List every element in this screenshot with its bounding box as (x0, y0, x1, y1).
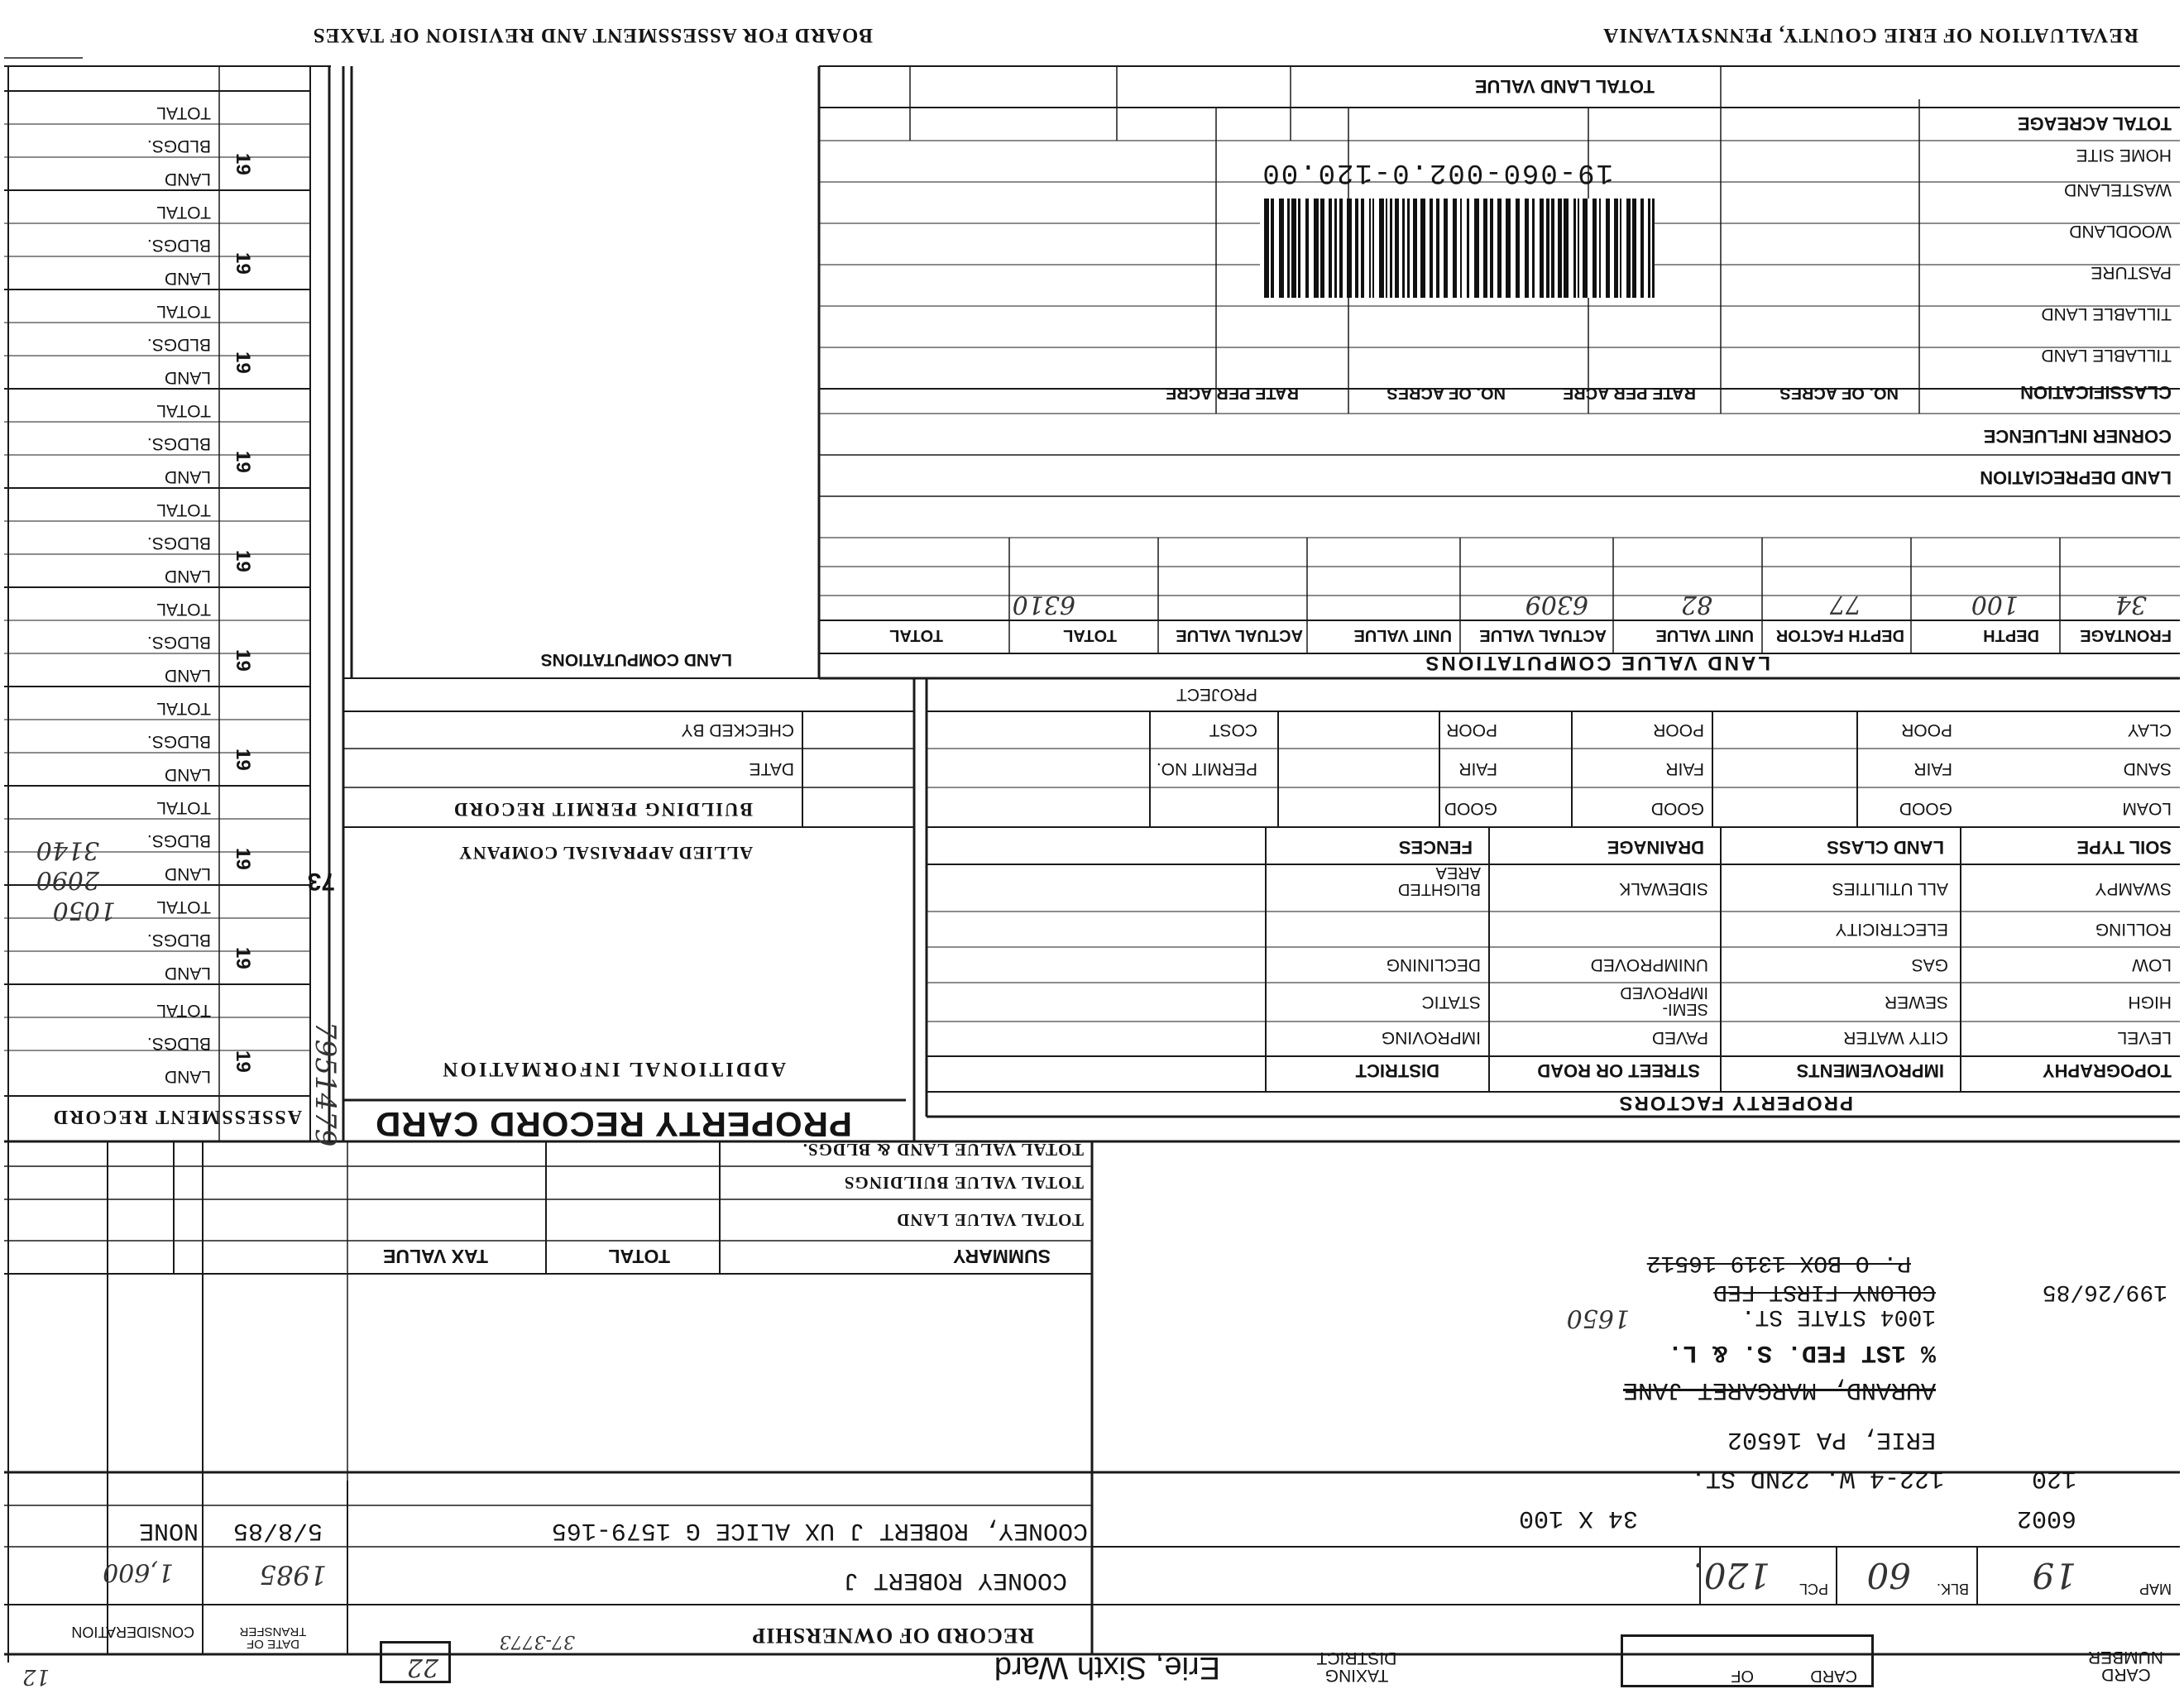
property-record-card-title: PROPERTY RECORD CARD (375, 1105, 852, 1144)
barcode-bar (1329, 199, 1332, 298)
barcode-bar (1578, 199, 1579, 298)
barcode-bar (1279, 199, 1284, 298)
class-header-rate-2: RATE PER ACRE (1165, 384, 1299, 402)
district-static: STATIC (1421, 993, 1481, 1012)
barcode-bar (1650, 199, 1652, 298)
class-header-acres-2: NO. OF ACRES (1387, 384, 1506, 402)
class-home-site: HOME SITE (2076, 146, 2172, 165)
barcode-bar (1433, 199, 1436, 298)
barcode-bar (1269, 199, 1271, 298)
classification-label: CLASSIFICATION (2020, 382, 2172, 403)
barcode-bar (1405, 199, 1407, 298)
soil-loam: LOAM (2122, 799, 2172, 818)
barcode-bar (1532, 199, 1535, 298)
barcode-bar (1588, 199, 1592, 298)
barcode-bar (1399, 199, 1402, 298)
barcode-bar (1287, 199, 1290, 298)
barcode-bar (1319, 199, 1320, 298)
improvements-city-water: CITY WATER (1843, 1028, 1948, 1047)
land-value-computations-title: LAND VALUE COMPUTATIONS (1423, 652, 1770, 674)
barcode-bar (1436, 199, 1439, 298)
land-computations-label: LAND COMPUTATIONS (540, 650, 732, 669)
po-box: P. O BOX 1319 16512 (1646, 1250, 1911, 1275)
blk-label: BLK. (1936, 1581, 1969, 1597)
barcode-bar (1379, 199, 1384, 298)
ownership-entry-2-consideration: NONE (138, 1516, 199, 1544)
assessment-label-bldgs: BLDGS. (146, 831, 211, 850)
barcode-bar (1332, 199, 1334, 298)
card-number-label: CARD NUMBER (2087, 1648, 2163, 1684)
barcode-bar (1448, 199, 1453, 298)
barcode-bar (1407, 199, 1410, 298)
assessment-record-title: ASSESSMENT RECORD (51, 1106, 302, 1127)
barcode-bar (1490, 199, 1493, 298)
barcode-bar (1620, 199, 1621, 298)
land-depreciation-label: LAND DEPRECIATION (1980, 467, 2172, 488)
card-label: CARD (1810, 1667, 1857, 1685)
barcode-bar (1300, 199, 1305, 298)
barcode-bar (1324, 199, 1329, 298)
assessment-label-total: TOTAL (156, 500, 211, 519)
lv-header-actual-value-2: ACTUAL VALUE (1176, 626, 1303, 644)
barcode-bar (1640, 199, 1644, 298)
assessment-label-bldgs: BLDGS. (146, 633, 211, 652)
street-old: 1004 STATE ST. (1741, 1304, 1936, 1329)
assessment-label-land: LAND (164, 1067, 211, 1086)
barcode-bar (1284, 199, 1287, 298)
summary-row-buildings: TOTAL VALUE BUILDINGS (843, 1173, 1084, 1193)
lv-header-depth-factor: DEPTH FACTOR (1775, 626, 1904, 644)
topography-level: LEVEL (2117, 1028, 2172, 1047)
class-tillable-land-2: TILLABLE LAND (2041, 304, 2172, 323)
grade-fair-3: FAIR (1458, 759, 1497, 778)
barcode-bar (1618, 199, 1620, 298)
barcode-bar (1369, 199, 1371, 298)
grade-fair-2: FAIR (1665, 759, 1704, 778)
grade-good-2: GOOD (1650, 799, 1704, 818)
assessment-label-total: TOTAL (156, 1001, 211, 1020)
improvements-all-utilities: ALL UTILITIES (1832, 879, 1948, 898)
consideration-label: CONSIDERATION (71, 1624, 194, 1640)
map-value: 19 (2032, 1555, 2076, 1596)
barcode-bar (1626, 199, 1631, 298)
building-permit-record-title: BUILDING PERMIT RECORD (452, 799, 753, 820)
stamp-date: 199/26/85 (2042, 1279, 2167, 1304)
barcode-bar (1621, 199, 1626, 298)
barcode-bar (1579, 199, 1583, 298)
district-declining: DECLINING (1386, 955, 1481, 974)
summary-total-label: TOTAL (608, 1246, 670, 1267)
barcode-bar (1271, 199, 1274, 298)
code-box-value: 22 (406, 1653, 438, 1682)
board-header: BOARD FOR ASSESSMENT AND REVISION OF TAXES (312, 24, 873, 46)
barcode-bar (1631, 199, 1632, 298)
barcode-bar (1274, 199, 1279, 298)
assessment-label-land: LAND (164, 269, 211, 288)
barcode-bar (1558, 199, 1562, 298)
map-label: MAP (2138, 1581, 2172, 1597)
ownership-entry-1: COONEY ROBERT J (843, 1566, 1067, 1594)
barcode-bar (1644, 199, 1648, 298)
lv-total-value: 6310 (1012, 590, 1075, 619)
taxing-district-value: Erie, Sixth Ward (994, 1650, 1220, 1685)
assessment-label-land: LAND (164, 567, 211, 586)
assessment-label-bldgs: BLDGS. (146, 931, 211, 950)
barcode-bar (1387, 199, 1390, 298)
improvements-sewer: SEWER (1884, 993, 1948, 1012)
class-header-acres-1: NO. OF ACRES (1779, 384, 1899, 402)
lv-depth-value: 100 (1971, 590, 2019, 619)
assessment-label-land: LAND (164, 964, 211, 983)
taxing-district-label: TAXING DISTRICT (1316, 1648, 1397, 1685)
lot-size: 34 X 100 (1518, 1504, 1638, 1532)
ownership-title: RECORD OF OWNERSHIP (751, 1624, 1034, 1648)
assessment-year-prefix: 19 (232, 550, 254, 572)
colony-first-fed: COLONY FIRST FED (1713, 1279, 1936, 1304)
grade-good-3: GOOD (1444, 799, 1497, 818)
barcode-bar (1390, 199, 1392, 298)
barcode-bar (1305, 199, 1309, 298)
date-label: DATE (749, 759, 794, 778)
lv-header-actual-value-1: ACTUAL VALUE (1479, 626, 1607, 644)
topography-high: HIGH (2128, 993, 2172, 1012)
barcode-bar (1260, 199, 1264, 298)
barcode-bar (1372, 199, 1374, 298)
barcode-bar (1544, 199, 1546, 298)
grade-poor-2: POOR (1653, 720, 1704, 739)
assessment-label-bldgs: BLDGS. (146, 136, 211, 156)
barcode-bar (1502, 199, 1506, 298)
lv-header-frontage: FRONTAGE (2080, 626, 2172, 644)
parcel-barcode-text: 19-060-002.0-120.00 (1261, 156, 1613, 188)
assessment-label-bldgs: BLDGS. (146, 236, 211, 255)
address-lot: 120 (2031, 1464, 2076, 1492)
barcode-bar (1487, 199, 1490, 298)
topography-low: LOW (2132, 955, 2172, 974)
barcode-bar (1395, 199, 1399, 298)
barcode-bar (1549, 199, 1551, 298)
barcode-bar (1347, 199, 1352, 298)
barcode-bar (1497, 199, 1502, 298)
barcode-bar (1410, 199, 1413, 298)
barcode-bar (1554, 199, 1558, 298)
pcl-value: 120. (1693, 1555, 1770, 1596)
barcode-bar (1358, 199, 1361, 298)
soil-header-land-class: LAND CLASS (1827, 837, 1944, 858)
class-header-rate-1: RATE PER ACRE (1562, 384, 1696, 402)
barcode-bar (1592, 199, 1597, 298)
assessment-label-total: TOTAL (156, 600, 211, 619)
lv-header-total-1: TOTAL (1063, 626, 1117, 644)
prior-owner: AURAND, MARGARET JANE (1622, 1376, 1936, 1404)
barcode-bar (1343, 199, 1347, 298)
factor-header-improvements: IMPROVEMENTS (1796, 1060, 1944, 1081)
barcode-bar (1569, 199, 1573, 298)
assessment-label-land: LAND (164, 170, 211, 189)
lv-depth-factor-value: 77 (1829, 590, 1861, 619)
barcode-bar (1516, 199, 1520, 298)
blk-value: 60 (1866, 1555, 1911, 1596)
barcode-bar (1352, 199, 1355, 298)
topography-rolling: ROLLING (2095, 920, 2172, 939)
assessment-label-land: LAND (164, 368, 211, 387)
cost-label: COST (1209, 720, 1257, 739)
district-improving: IMPROVING (1381, 1028, 1481, 1047)
barcode-bar (1601, 199, 1606, 298)
grade-good-1: GOOD (1899, 799, 1952, 818)
summary-tax-value-label: TAX VALUE (383, 1246, 488, 1267)
barcode-bar (1309, 199, 1314, 298)
barcode-bar (1298, 199, 1300, 298)
lv-frontage-value: 34 (2115, 590, 2147, 619)
factor-header-street: STREET OR ROAD (1537, 1060, 1700, 1081)
lv-header-total-2: TOTAL (889, 626, 943, 644)
barcode-bar (1529, 199, 1532, 298)
assessment-handwritten-bldgs: 2090 (36, 865, 99, 894)
barcode-bar (1339, 199, 1343, 298)
barcode-bar (1469, 199, 1474, 298)
ownership-code: 37-3773 (499, 1631, 575, 1652)
barcode-bar (1417, 199, 1420, 298)
address-street: 122-4 W. 22ND ST. (1690, 1464, 1944, 1492)
street-unimproved: UNIMPROVED (1590, 955, 1708, 974)
barcode-bar (1290, 199, 1291, 298)
care-of: % 1ST FED. S. & L. (1667, 1338, 1936, 1366)
assessment-label-land: LAND (164, 666, 211, 685)
barcode-bar (1337, 199, 1339, 298)
barcode-bar (1291, 199, 1296, 298)
barcode-bar (1384, 199, 1386, 298)
barcode-bar (1493, 199, 1497, 298)
barcode-bar (1420, 199, 1425, 298)
barcode-bar (1610, 199, 1614, 298)
district-blighted-area: BLIGHTED AREA (1397, 864, 1481, 898)
barcode-bar (1483, 199, 1487, 298)
assessment-label-land: LAND (164, 864, 211, 883)
assessment-label-bldgs: BLDGS. (146, 335, 211, 354)
assessment-label-total: TOTAL (156, 798, 211, 817)
handwritten-year: 1985 (259, 1559, 327, 1591)
address-line1: 6002 (2016, 1504, 2076, 1532)
barcode-bar (1606, 199, 1610, 298)
assessment-label-bldgs: BLDGS. (146, 434, 211, 453)
barcode-bar (1479, 199, 1483, 298)
barcode-bar (1511, 199, 1516, 298)
street-paved: PAVED (1651, 1028, 1708, 1047)
project-label: PROJECT (1176, 685, 1257, 704)
improvements-gas: GAS (1911, 955, 1948, 974)
barcode-bar (1296, 199, 1298, 298)
class-wasteland: WASTELAND (2064, 180, 2172, 199)
street-sidewalk: SIDEWALK (1619, 879, 1708, 898)
barcode-bar (1402, 199, 1405, 298)
barcode-bar (1439, 199, 1444, 298)
lv-header-unit-value-1: UNIT VALUE (1655, 626, 1754, 644)
barcode-bar (1457, 199, 1460, 298)
barcode-bar (1392, 199, 1395, 298)
revaluation-header: REVALUATION OF ERIE COUNTY, PENNSYLVANIA (1602, 24, 2138, 46)
lv-actual-value: 6309 (1525, 590, 1588, 619)
barcode-bar (1364, 199, 1369, 298)
barcode-bar (1474, 199, 1479, 298)
assessment-year-prefix: 19 (232, 649, 254, 672)
barcode-bar (1551, 199, 1554, 298)
class-pasture: PASTURE (2091, 263, 2172, 282)
assessment-year-prefix: 19 (232, 848, 254, 870)
assessment-label-total: TOTAL (156, 203, 211, 222)
barcode-bar (1371, 199, 1372, 298)
assessment-label-bldgs: BLDGS. (146, 533, 211, 553)
assessment-year-prefix: 19 (232, 153, 254, 175)
assessment-year-prefix: 19 (232, 749, 254, 771)
barcode-bar (1648, 199, 1650, 298)
street-semi-improved: SEMI-IMPROVED (1620, 983, 1708, 1018)
ownership-entry-2: COONEY, ROBERT J UX ALICE G 1579-165 (551, 1516, 1088, 1544)
additional-information-label: ADDITIONAL INFORMATION (440, 1058, 786, 1080)
barcode-bar (1264, 199, 1269, 298)
property-factors-title: PROPERTY FACTORS (1617, 1092, 1853, 1114)
assessment-label-total: TOTAL (156, 302, 211, 321)
grade-fair-1: FAIR (1913, 759, 1952, 778)
barcode-bar (1535, 199, 1540, 298)
corner-mark: 12 (22, 1664, 50, 1689)
barcode-bar (1462, 199, 1467, 298)
class-tillable-land-1: TILLABLE LAND (2041, 346, 2172, 365)
grade-poor-1: POOR (1901, 720, 1952, 739)
factor-header-topography: TOPOGRAPHY (2042, 1060, 2172, 1081)
factor-header-district: DISTRICT (1355, 1060, 1439, 1081)
barcode-bar (1386, 199, 1387, 298)
assessment-handwritten-total: 3140 (36, 835, 99, 864)
barcode-bar (1562, 199, 1564, 298)
barcode-bar (1361, 199, 1364, 298)
barcode-bar (1520, 199, 1525, 298)
lv-unit-value: 82 (1680, 590, 1712, 619)
assessment-stamp-code: 7951479 (309, 1022, 342, 1147)
barcode-bar (1614, 199, 1618, 298)
handwritten-amount: 1,600 (103, 1557, 174, 1586)
summary-row-land: TOTAL VALUE LAND (896, 1210, 1084, 1230)
street-note: 1650 (1566, 1304, 1630, 1333)
allied-appraisal-label: ALLIED APPRAISAL COMPANY (457, 843, 753, 864)
assessment-year-prefix: 19 (232, 352, 254, 374)
barcode-bar (1467, 199, 1469, 298)
assessment-handwritten-land: 1050 (52, 896, 116, 925)
barcode-bar (1314, 199, 1319, 298)
grade-poor-3: POOR (1446, 720, 1497, 739)
soil-header-drainage: DRAINAGE (1607, 837, 1704, 858)
barcode-bar (1546, 199, 1549, 298)
barcode-bar (1430, 199, 1433, 298)
corner-influence-label: CORNER INFLUENCE (1983, 426, 2172, 447)
barcode-bar (1460, 199, 1462, 298)
barcode-bar (1374, 199, 1379, 298)
topography-swampy: SWAMPY (2095, 879, 2172, 898)
total-land-value-label: TOTAL LAND VALUE (1474, 76, 1655, 97)
improvements-electricity: ELECTRICITY (1835, 920, 1948, 939)
assessment-year-prefix: 19 (232, 252, 254, 275)
permit-no-label: PERMIT NO. (1156, 759, 1257, 778)
barcode-bar (1652, 199, 1655, 298)
barcode-bar (1320, 199, 1324, 298)
barcode-bar (1636, 199, 1640, 298)
assessment-year-prefix: 19 (232, 1050, 254, 1073)
assessment-label-total: TOTAL (156, 103, 211, 122)
barcode-bar (1632, 199, 1636, 298)
soil-header-soil-type: SOIL TYPE (2076, 837, 2172, 858)
barcode-bar (1599, 199, 1601, 298)
checked-by-label: CHECKED BY (681, 720, 794, 739)
barcode-bar (1506, 199, 1511, 298)
assessment-label-total: TOTAL (156, 699, 211, 718)
city-state-zip: ERIE, PA 16502 (1727, 1425, 1936, 1453)
barcode-bar (1525, 199, 1529, 298)
assessment-year-73: 73 (307, 868, 335, 895)
assessment-label-total: TOTAL (156, 897, 211, 916)
barcode-bar (1540, 199, 1544, 298)
parcel-barcode (1009, 199, 1655, 298)
assessment-label-total: TOTAL (156, 401, 211, 420)
barcode-bar (1334, 199, 1337, 298)
barcode-bar (1453, 199, 1457, 298)
barcode-bar (1573, 199, 1576, 298)
pcl-label: PCL (1798, 1581, 1828, 1597)
barcode-bar (1425, 199, 1430, 298)
date-of-transfer-label: DATE OF TRANSFER (239, 1624, 307, 1651)
of-label: OF (1731, 1667, 1754, 1685)
barcode-bar (1444, 199, 1448, 298)
soil-clay: CLAY (2127, 720, 2172, 739)
barcode-bar (1413, 199, 1417, 298)
assessment-label-bldgs: BLDGS. (146, 1034, 211, 1053)
barcode-bar (1564, 199, 1569, 298)
lv-header-depth: DEPTH (1983, 626, 2039, 644)
summary-row-land-bldgs: TOTAL VALUE LAND & BLDGS. (802, 1140, 1084, 1160)
assessment-label-land: LAND (164, 765, 211, 784)
assessment-label-bldgs: BLDGS. (146, 732, 211, 751)
lv-header-unit-value-2: UNIT VALUE (1353, 626, 1452, 644)
assessment-year-prefix: 19 (232, 451, 254, 473)
barcode-bar (1597, 199, 1599, 298)
assessment-year-prefix: 19 (232, 947, 254, 969)
soil-header-fences: FENCES (1398, 837, 1473, 858)
summary-title: SUMMARY (953, 1246, 1051, 1267)
total-acreage-label: TOTAL ACREAGE (2017, 113, 2172, 134)
assessment-label-land: LAND (164, 467, 211, 486)
ownership-entry-2-date: 5/8/85 (232, 1516, 323, 1544)
class-woodland: WOODLAND (2069, 222, 2172, 241)
barcode-bar (1355, 199, 1358, 298)
soil-sand: SAND (2123, 759, 2172, 778)
barcode-bar (1583, 199, 1588, 298)
barcode-bar (1576, 199, 1578, 298)
